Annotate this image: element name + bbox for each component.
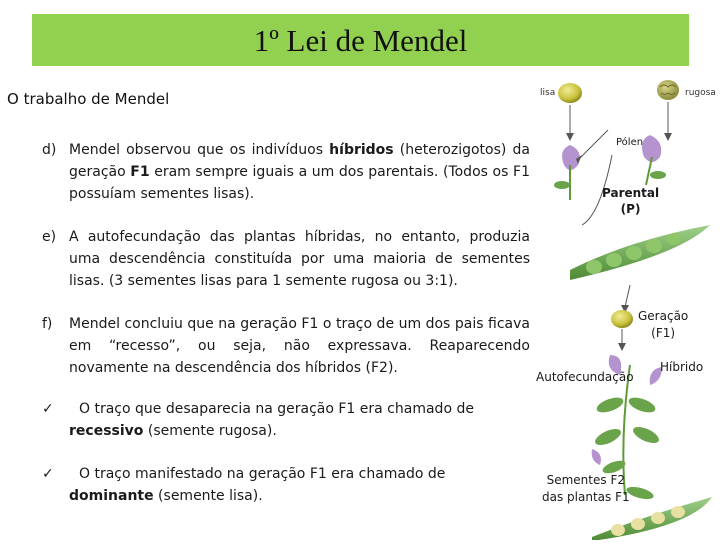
text-run: Mendel concluiu que na geração F1 o traço de um dos pais ficava em “recesso”, ou seja, não expressava. Reaparecendo novamente na descendência dos híbridos (F2). xyxy=(69,316,530,376)
label-sementes xyxy=(542,472,630,506)
paragraph-body xyxy=(69,139,530,205)
check-body xyxy=(69,398,522,442)
check-item-recessive xyxy=(42,398,522,442)
checkmark-icon: ✓ xyxy=(42,466,54,482)
text-run: eram sempre iguais a um dos parentais. (Todos os F1 possuíam sementes lisas). xyxy=(69,164,530,202)
section-subtitle: O trabalho de Mendel xyxy=(7,90,170,108)
wrinkled-seed-icon xyxy=(657,80,679,100)
paragraph-d xyxy=(42,139,530,205)
paragraph-e xyxy=(42,226,530,292)
bold-term: recessivo xyxy=(69,423,144,439)
text-run: (heterozigotos) da geração xyxy=(69,142,530,180)
label-parental xyxy=(602,185,659,217)
checkmark-icon: ✓ xyxy=(42,401,54,417)
paragraph-f xyxy=(42,313,530,379)
paragraph-body xyxy=(69,313,530,379)
text-run: A autofecundação das plantas híbridas, no entanto, produzia uma descendência constituída por uma maioria de sementes lisas. (3 sementes lisas para 1 semente rugosa ou 3:1). xyxy=(69,229,530,289)
check-item-dominant xyxy=(42,463,522,507)
title-banner xyxy=(32,14,689,66)
label-sementes-line2: das plantas F1 xyxy=(542,490,630,504)
parent-flower-left-icon xyxy=(554,145,580,200)
label-geracao xyxy=(638,308,688,342)
paragraph-tag: e) xyxy=(42,229,57,245)
parent-flower-right-icon xyxy=(642,135,666,185)
text-run: (semente rugosa). xyxy=(143,423,277,439)
label-lisa: lisa xyxy=(540,88,556,98)
label-geracao-line1: Geração xyxy=(638,309,689,323)
label-hibrido: Híbrido xyxy=(660,360,704,374)
mendel-cross-figure xyxy=(530,75,720,540)
paragraph-body xyxy=(69,226,530,292)
text-run: (semente lisa). xyxy=(153,488,263,504)
text-run: Mendel observou que os indivíduos xyxy=(69,142,330,158)
label-sementes-line1: Sementes F2 xyxy=(546,473,625,487)
page-title: 1º Lei de Mendel xyxy=(253,23,468,58)
text-run: O traço manifestado na geração F1 era chamado de xyxy=(79,466,446,482)
label-parental-line2: (P) xyxy=(620,202,641,216)
check-body xyxy=(69,463,522,507)
f1-seed-icon xyxy=(611,310,633,328)
paragraph-tag: f) xyxy=(42,316,53,332)
bold-term: híbridos xyxy=(329,142,394,158)
label-autofecundacao: Autofecundação xyxy=(536,370,634,384)
label-geracao-line2: (F1) xyxy=(651,326,676,340)
label-rugosa: rugosa xyxy=(685,88,716,98)
bold-term: dominante xyxy=(69,488,154,504)
label-polen: Pólen xyxy=(616,137,644,148)
bold-term: F1 xyxy=(130,164,150,180)
label-parental-line1: Parental xyxy=(602,186,660,200)
smooth-seed-icon xyxy=(558,83,582,103)
paragraph-tag: d) xyxy=(42,142,57,158)
pea-pod-f1-icon xyxy=(570,225,710,280)
text-run: O traço que desaparecia na geração F1 era chamado de xyxy=(79,401,474,417)
